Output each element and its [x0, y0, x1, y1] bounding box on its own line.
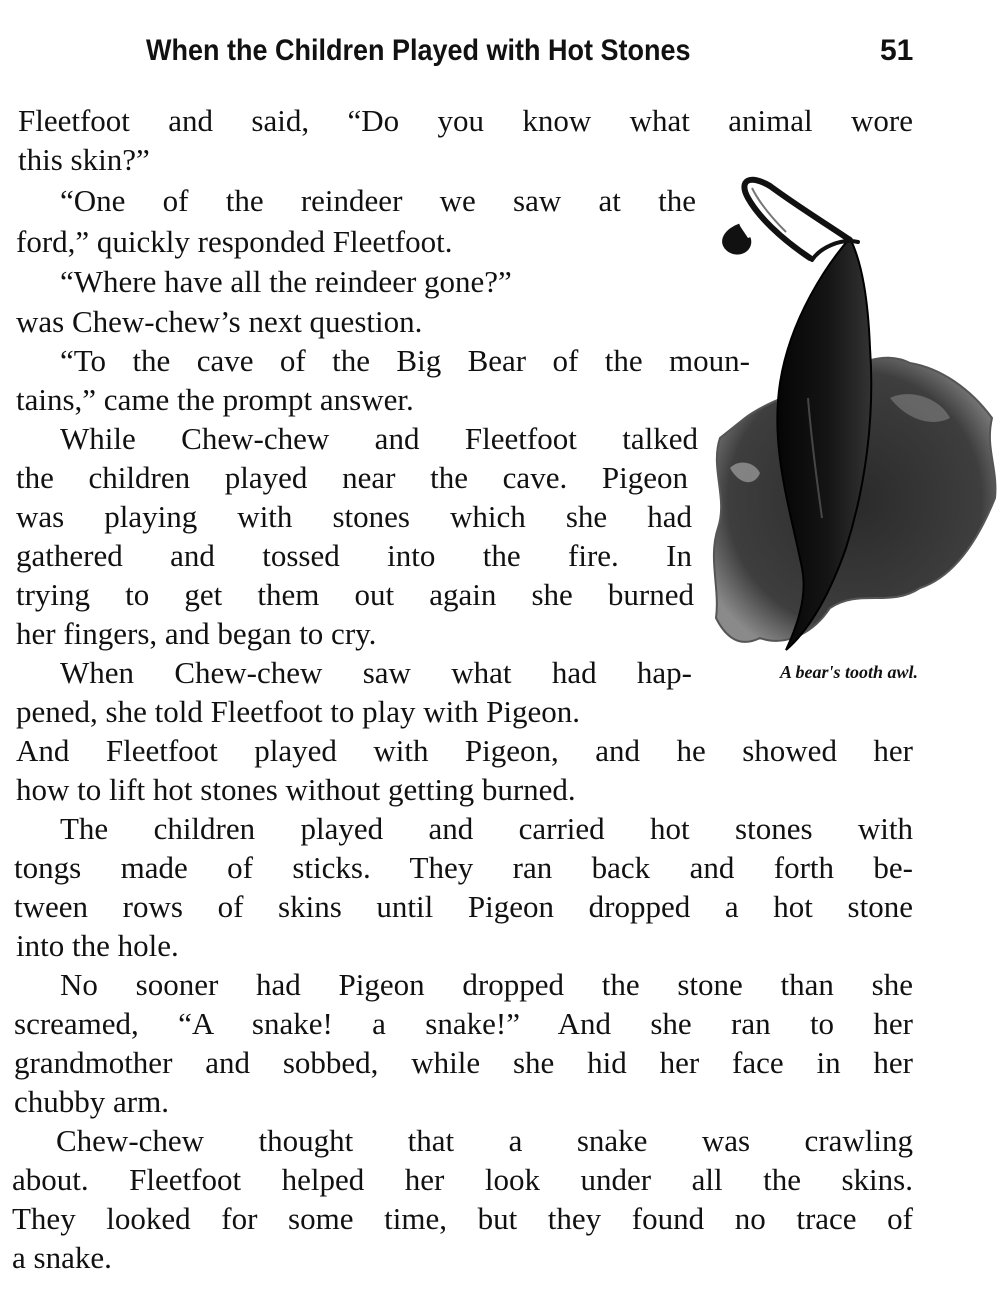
text-line: grandmother and sobbed, while she hid her face in her [14, 1045, 913, 1080]
text-line: tongs made of sticks. They ran back and forth be- [14, 850, 913, 885]
text-line: “Where have all the reindeer gone?” [60, 264, 512, 299]
text-line: tains,” came the prompt answer. [16, 382, 414, 417]
bear-tooth-awl-figure [700, 168, 1000, 698]
bear-tooth-awl-illustration [700, 168, 1000, 668]
text-line: was Chew-chew’s next question. [16, 304, 423, 339]
text-line: When Chew-chew saw what had hap- [60, 655, 692, 690]
text-line: this skin?” [18, 142, 150, 177]
text-line: The children played and carried hot stones with [60, 811, 913, 846]
text-line: No sooner had Pigeon dropped the stone than she [60, 967, 913, 1002]
text-line: Fleetfoot and said, “Do you know what animal wore [18, 103, 913, 138]
text-line: was playing with stones which she had [16, 499, 692, 534]
text-line: They looked for some time, but they found no trace of [12, 1201, 913, 1236]
running-title: When the Children Played with Hot Stones [146, 34, 691, 67]
text-line: the children played near the cave. Pigeon [16, 460, 688, 495]
text-line: trying to get them out again she burned [16, 577, 694, 612]
text-line: how to lift hot stones without getting burned. [16, 772, 576, 807]
text-line: into the hole. [16, 928, 179, 963]
text-line: pened, she told Fleetfoot to play with Pigeon. [16, 694, 580, 729]
page-number: 51 [880, 34, 914, 67]
text-line: And Fleetfoot played with Pigeon, and he showed her [16, 733, 913, 768]
figure-caption: A bear's tooth awl. [780, 662, 919, 682]
text-line: “To the cave of the Big Bear of the moun- [60, 343, 750, 378]
text-line: While Chew-chew and Fleetfoot talked [60, 421, 698, 456]
text-line: screamed, “A snake! a snake!” And she ran to her [14, 1006, 913, 1041]
text-line: a snake. [12, 1240, 112, 1275]
text-line: tween rows of skins until Pigeon dropped a hot stone [14, 889, 913, 924]
text-line: about. Fleetfoot helped her look under all the skins. [12, 1162, 913, 1197]
text-line: her fingers, and began to cry. [16, 616, 377, 651]
text-line: chubby arm. [14, 1084, 169, 1119]
text-line: “One of the reindeer we saw at the [60, 183, 696, 218]
text-line: Chew-chew thought that a snake was crawling [56, 1123, 913, 1158]
text-line: ford,” quickly responded Fleetfoot. [16, 224, 453, 259]
text-line: gathered and tossed into the fire. In [16, 538, 692, 573]
